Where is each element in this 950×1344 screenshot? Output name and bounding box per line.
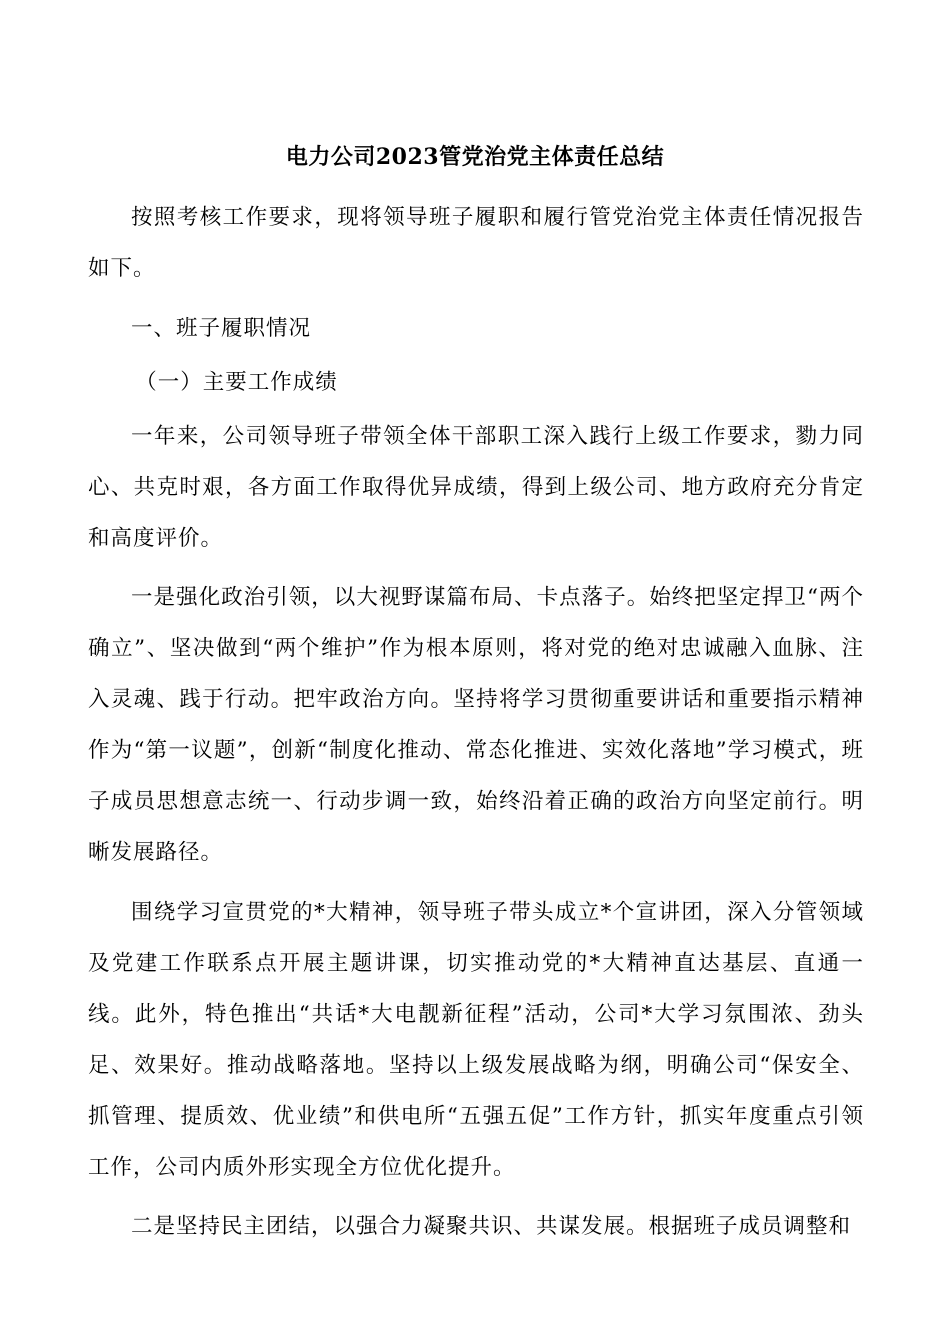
document-title: 电力公司2023管党治党主体责任总结	[285, 144, 665, 170]
body-paragraph: 一是强化政治引领，以大视野谋篇布局、卡点落子。始终把坚定捍卫“两个确立”、坚决做到“两个维护”作为根本原则，将对党的绝对忠诚融入血脉、注入灵魂、践于行动。把牢政治方向。坚持将学习贯彻重要讲话和重要指示精神作为“第一议题”，创新“制度化推动、常态化推进、实效化落地”学习模式，班子成员思想意志统一、行动步调一致，始终沿着正确的政治方向坚定前行。明晰发展路径。	[88, 585, 864, 865]
section-heading-1: 一、班子履职情况	[131, 315, 312, 341]
body-paragraph: 围绕学习宣贯党的*大精神，领导班子带头成立*个宣讲团，深入分管领域及党建工作联系点开展主题讲课，切实推动党的*大精神直达基层、直通一线。此外，特色推出“共话*大电靓新征程”活动，公司*大学习氛围浓、劲头足、效果好。推动战略落地。坚持以上级发展战略为纲，明确公司“保安全、抓管理、提质效、优业绩”和供电所“五强五促”工作方针，抓实年度重点引领工作，公司内质外形实现全方位优化提升。	[88, 899, 864, 1180]
subsection-heading-1: （一）主要工作成绩	[135, 369, 338, 395]
document-body	[88, 192, 864, 1261]
body-paragraph: 一年来，公司领导班子带领全体干部职工深入践行上级工作要求，勠力同心、共克时艰，各方面工作取得优异成绩，得到上级公司、地方政府充分肯定和高度评价。	[88, 423, 864, 551]
intro-paragraph: 按照考核工作要求，现将领导班子履职和履行管党治党主体责任情况报告如下。	[88, 205, 864, 281]
body-paragraph: 二是坚持民主团结，以强合力凝聚共识、共谋发展。根据班子成员调整和	[131, 1214, 852, 1239]
